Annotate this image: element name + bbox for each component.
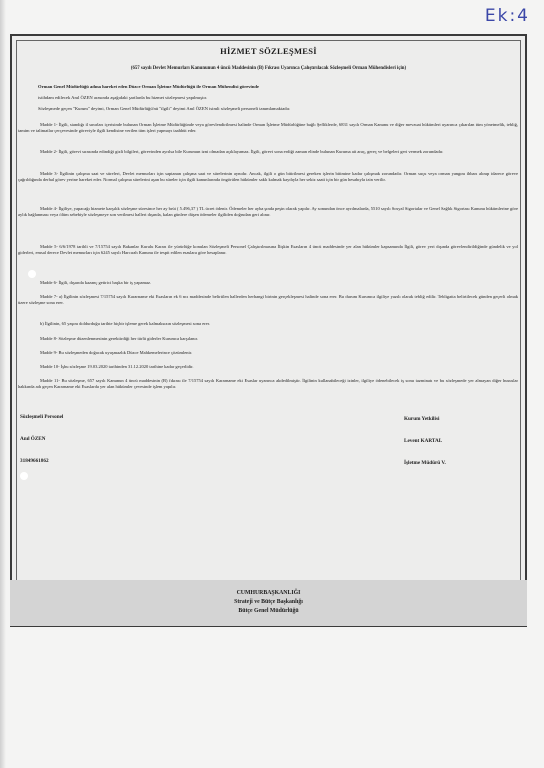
article-6: Madde 6- İlgili, dışarıda kazanç getirici başka bir iş yapamaz. bbox=[40, 280, 152, 285]
article-10: Madde 10- İşbu sözleşme 19.03.2020 tarihinden 31.12.2020 tarihine kadar geçerlidir. bbox=[40, 364, 194, 369]
footer-line-1: CUMHURBAŞKANLIĞI bbox=[236, 590, 301, 596]
signature-right-role: Kurum Yetkilisi bbox=[404, 416, 440, 422]
signature-right-name: Levent KARTAL bbox=[404, 438, 443, 444]
document-subtitle: (657 sayılı Devlet Memurları Kanununun 4 üncü Maddesinin (B) Fıkrası Uyarınca Çalıştırılacak Sözleşmeli Orman Mühendisleri için) bbox=[130, 66, 407, 71]
article-1: Madde 1- İlgili, standığı il sınırları içerisinde bulunan Orman İşletme Müdürlüğünde veya görevlendirilmesi halinde Orman İşletme Müdürlüğüne bağlı Şefliklerde, 6831 sayılı Orman Kanunu ve diğer mevzuat hükümleri uyarınca çıkarılan tüm yönetmelik, tebliğ, tamim ve talimatlar çerçevesinde göreviyle ilgili kendisine verilen tüm işleri yapmayı taahhüt eder. bbox=[18, 122, 518, 134]
article-11: Madde 11- Bu sözleşme, 657 sayılı Kanunun 4 üncü maddesinin (B) fıkrası ile 7/15754 sayılı Kararname eki Esaslar uyarınca akdedilmiştir. İlgilinin kullanabileceği izinler, ilgiliye ödenebilecek iş sonu tazminatı ve bu sözleşmede yer almayan diğer hususlar hakkında adı geçen Kararname eki Esaslarda yer alan hükümler çevesinde işlem yapılır. bbox=[18, 378, 518, 390]
contract-frame bbox=[10, 34, 527, 627]
footer-band bbox=[10, 580, 527, 626]
article-5: Madde 5- 6/6/1978 tarihli ve 7/15754 sayılı Bakanlar Kurulu Kararı ile yürürlüğe konulan Sözleşmeli Personel Çalıştırılmasına İlişkin Esasların 4 üncü maddesinde yer alan hükümler kapsamında İlgili, görev yeri dışında görevlendirildiğinde gündelik ve yol giderleri, emsal derece Devlet memurları için 6245 sayılı Harcırah Kanunu ile tespit edilen esaslara göre hesaplanır. bbox=[18, 244, 518, 256]
redaction-dot bbox=[28, 270, 36, 278]
signature-left-id: 31849661862 bbox=[20, 458, 49, 464]
footer-line-3: Bütçe Genel Müdürlüğü bbox=[238, 608, 299, 614]
article-7b: b) İlgilinin, 65 yaşını doldurduğu tarihte hiçbir işleme gerek kalmaksızın sözleşmesi sona erer. bbox=[40, 321, 210, 326]
signature-right-title: İşletme Müdürü V. bbox=[404, 460, 446, 466]
redaction-dot bbox=[20, 472, 28, 480]
article-7a: Madde 7- a) İlgilinin sözleşmesi 7/15754 sayılı Kararname eki Esasların ek 6 ncı maddesinde belirtilen hallerden herhangi birinin gerçekleşmesi halinde sona erer. Bu durum Kurumca ilgiliye yazılı olarak tebliğ edilir. Tebligatta belirtilecek günden geçerli olmak üzere sözleşme sona erer. bbox=[18, 294, 518, 306]
article-8: Madde 8- Sözleşme düzenlenmesinin gerektirdiği her türlü giderler Kurumca karşılanır. bbox=[40, 336, 198, 341]
handwritten-annex-note: Ek:4 bbox=[484, 6, 530, 26]
intro-line-2: istihdam edilecek Anıl ÖZEN arasında aşağıdaki şartlarda bu hizmet sözleşmesi yapılmıştır. bbox=[38, 95, 208, 100]
scan-shadow bbox=[0, 0, 6, 768]
intro-line-1: Orman Genel Müdürlüğü adına hareket eden Düzce Orman İşletme Müdürlüğü ile Orman Mühendisi görevinde bbox=[38, 84, 259, 89]
footer-line-2: Strateji ve Bütçe Başkanlığı bbox=[234, 599, 303, 605]
signature-left-name: Anıl ÖZEN bbox=[20, 436, 46, 442]
article-9: Madde 9- Bu sözleşmeden doğacak uyuşmazlık Düzce Mahkemelerince çözümlenir. bbox=[40, 350, 193, 355]
article-2: Madde 2- İlgili, görevi sırasında edindiği gizli bilgileri, görevinden ayrılsa bile Kurumun izni olmadan açıklayamaz. İlgili, görevi sona erdiği zaman elinde bulunan Kuruma ait araç, gereç ve belgeleri geri vermek zorundadır. bbox=[40, 149, 444, 154]
article-4: Madde 4- İlgiliye, yapacağı hizmete karşılık sözleşme süresince her ay brüt ( 5.496,37 ) TL ücret ödenir. Ödemeler her ayba şında peşin olarak yapılır. Ay sonundan önce ayrılmalarda, 5510 sayılı Sosyal Sigortalar ve Genel Sağlık Sigortası Kanunu hükümlerine göre aylık bağlanması veya ölüm sebebiyle sözleşmeye son verilmesi halleri dışında, kalan günlere düşen ödemeler ilgiliden doğrudan geri alınır. bbox=[18, 206, 518, 218]
article-3: Madde 3- İlgilinin çalışma saat ve süreleri, Devlet memurları için saptanan çalışma saat ve sürelerinin aynıdır. Ancak, ilgili o gün bitirilmesi gereken işlerin bitimine kadar çalışmak zorundadır. Orman suçu veya orman yangını ihbarı alınıp idarece göreve çağrıldığında derhal görev yerine hareket eder. Normal çalışma sürelerini aşan bu süreler için ilgili kanunlarında öngörülen hükümler saklı kalmak kaydıyla her sekiz saati için bir gün hesabıyla izin verilir. bbox=[18, 171, 518, 183]
signature-left-role: Sözleşmeli Personel bbox=[20, 414, 64, 420]
document-title: HİZMET SÖZLEŞMESİ bbox=[220, 46, 317, 56]
intro-line-3: Sözleşmede geçen "Kurum" deyimi, Orman Genel Müdürlüğü'nü "ilgili" deyimi Anıl ÖZEN isimli sözleşmeli personeli tanımlamaktadır. bbox=[38, 106, 291, 111]
